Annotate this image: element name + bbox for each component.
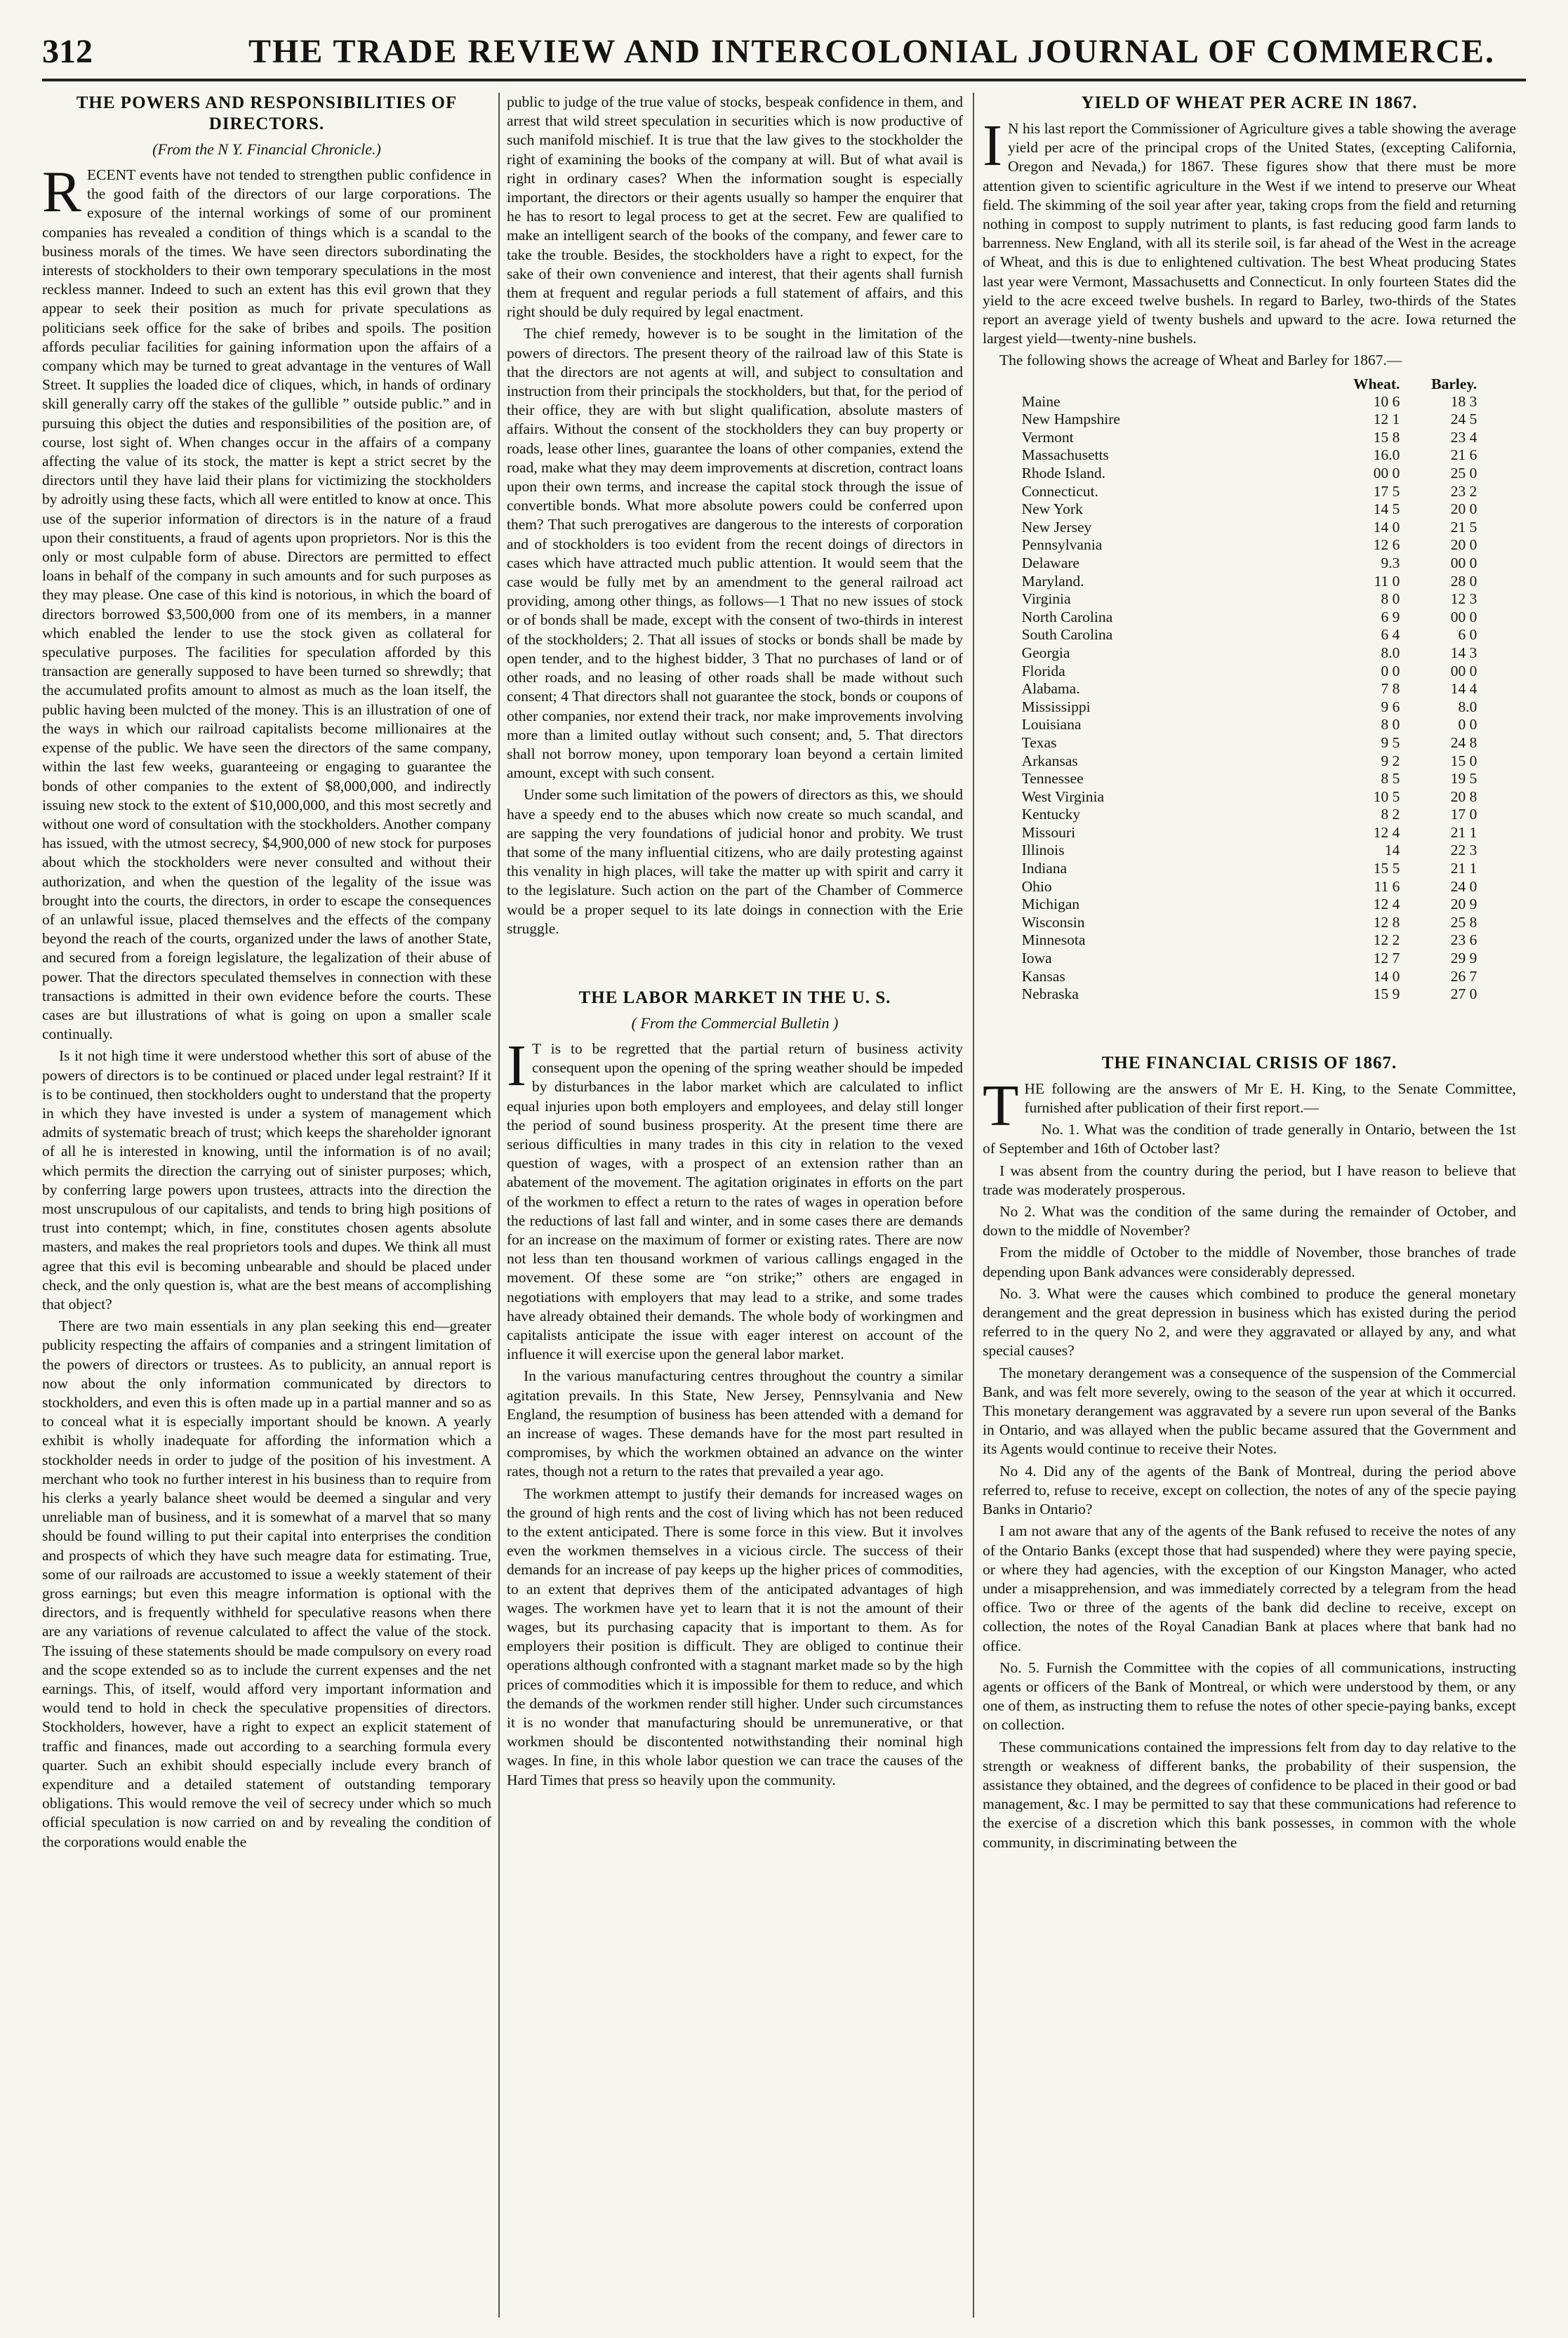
article-paragraph: I am not aware that any of the agents of the Bank refused to receive the notes of any of the Ontario Banks (except those that had suspended) where they were paying specie, or where they had agencies, with the exception of our Kingston Manager, who acted under a misapprehension, and was immediately corrected by a telegram from the head office. Two or three of the agents of the bank did decline to receive, except on collection, the notes of the Royal Canadian Bank at places where that bank had no office.	[983, 1522, 1516, 1654]
article-paragraph: The workmen attempt to justify their demands for increased wages on the ground of high rents and the cost of living which has not been reduced to the extent anticipated. There is some force in this view. But it involves even the workmen themselves in a vicious circle. The success of their demands for an increase of pay keeps up the higher prices of commodities, to an extent that deprives them of the anticipated advantages of high wages. The workmen have yet to learn that it is not the amount of their wages, but its purchasing capacity that is important to them. As for employers their position is difficult. They are obliged to continue their operations although confronted with a stagnant market made so by the high prices of commodities which it is impossible for them to reduce, and which the demands of the workmen render still higher. Under such circumstances it is no wonder that manufacturing should be unremunerative, or that workmen should be discontented notwithstanding their nominal high wages. In fine, in this whole labor question we can trace the causes of the Hard Times that press so heavily upon the community.	[507, 1485, 963, 1788]
table-row	[1015, 716, 1484, 734]
wheat-cell: 10 5	[1373, 788, 1400, 805]
table-row	[1015, 931, 1484, 950]
dropcap: R	[42, 159, 82, 225]
table-header: Barley.	[1431, 375, 1477, 392]
wheat-cell: 9.3	[1381, 554, 1400, 571]
wheat-cell: 14 0	[1373, 518, 1400, 536]
state-cell: New Hampshire	[1021, 411, 1120, 428]
wheat-cell: 00 0	[1373, 465, 1400, 482]
table-row	[1015, 609, 1484, 627]
wheat-cell: 8 2	[1381, 806, 1400, 823]
barley-cell: 26 7	[1450, 967, 1477, 985]
barley-cell: 21 1	[1450, 860, 1477, 877]
state-cell: Texas	[1021, 733, 1057, 751]
barley-cell: 18 3	[1450, 392, 1477, 410]
article-directors-continued	[507, 93, 963, 938]
barley-cell: 12 3	[1450, 590, 1477, 608]
barley-cell: 00 0	[1450, 662, 1477, 679]
state-cell: Alabama.	[1021, 680, 1080, 698]
wheat-cell: 10 6	[1373, 392, 1400, 410]
table-body	[1015, 393, 1484, 1004]
wheat-cell: 12 1	[1373, 411, 1400, 428]
barley-cell: 25 8	[1450, 913, 1477, 931]
state-cell: New Jersey	[1021, 518, 1092, 536]
wheat-cell: 14 5	[1373, 500, 1400, 518]
barley-cell: 21 5	[1450, 518, 1477, 536]
state-cell: Mississippi	[1021, 698, 1091, 715]
article-paragraph: I T is to be regretted that the partial return of business activity consequent upon the opening of the spring weather should be impeded by disturbances in the labor market which are calculated to inflict equal injuries upon both employers and employees, and delay still longer the period of sound business prosperity. At the present time there are serious difficulties in many trades in this city in relation to the vexed question of wages, with a prospect of an extension rather than an abatement of the movement. The agitation originates in efforts on the part of the workmen to effect a return to the rates of wages in operation before the reductions of last fall and winter, and in some cases there are demands for an increase on the maximum of former or existing rates. There are now not less than ten thousand workmen of various callings engaged in the movement. Of these some are “on strike;” others are engaged in negotiations with employers that may lead to a strike, and some trades have already obtained their demands. The whole body of workingmen and capitalists anticipate the issue with eager interest on account of the influence it will exercise upon the general labor market.	[507, 1032, 963, 1363]
article-paragraph: THE following are the answers of Mr E. H. King, to the Senate Committee, furnished after publication of their first report.—	[983, 1072, 1516, 1138]
barley-cell: 24 8	[1450, 733, 1477, 751]
state-cell: Kentucky	[1021, 806, 1081, 823]
wheat-cell: 9 6	[1381, 698, 1400, 715]
barley-cell: 24 0	[1450, 877, 1477, 895]
barley-cell: 24 5	[1450, 411, 1477, 428]
state-cell: Minnesota	[1021, 931, 1086, 949]
wheat-cell: 15 5	[1373, 860, 1400, 877]
article-wheat-yield	[983, 93, 1516, 1004]
barley-cell: 27 0	[1450, 985, 1477, 1003]
wheat-cell: 8 0	[1381, 716, 1400, 733]
page-number: 312	[42, 33, 93, 70]
column-3	[983, 93, 1516, 2318]
state-cell: North Carolina	[1021, 608, 1113, 625]
barley-cell: 14 4	[1450, 680, 1477, 698]
state-cell: Iowa	[1021, 950, 1052, 967]
table-row	[1015, 590, 1484, 609]
wheat-cell: 9 2	[1381, 752, 1400, 769]
table-row	[1015, 626, 1484, 644]
table-row	[1015, 393, 1484, 411]
article-paragraph: These communications contained the impressions felt from day to day relative to the strength or weakness of different banks, the probability of their suspension, the assistance they obtained, and the degrees of confidence to be placed in their good or bad management, &c. I may be permitted to say that these communications had reference to the exercise of a discretion which this bank possesses, in common with the whole community, in discriminating between the	[983, 1738, 1516, 1851]
barley-cell: 6 0	[1458, 626, 1477, 644]
state-cell: Missouri	[1021, 823, 1076, 841]
article-source: (From the N Y. Financial Chronicle.)	[152, 140, 381, 158]
column-2	[507, 93, 963, 2318]
barley-cell: 20 8	[1450, 788, 1477, 805]
article-source: ( From the Commercial Bulletin )	[631, 1014, 839, 1032]
article-paragraph: No. 1. What was the condition of trade generally in Ontario, between the 1st of September and 16th of October last?	[983, 1121, 1516, 1157]
wheat-cell: 0 0	[1381, 662, 1400, 679]
barley-cell: 28 0	[1450, 572, 1477, 590]
barley-cell: 25 0	[1450, 465, 1477, 482]
table-row	[1015, 446, 1484, 465]
state-cell: Rhode Island.	[1021, 465, 1106, 482]
article-financial-crisis	[983, 1053, 1516, 1852]
table-row	[1015, 536, 1484, 554]
article-paragraph: The chief remedy, however is to be sought in the limitation of the powers of directors. The present theory of the railroad law of this State is that the directors are not agents at will, and subject to consultation and instruction from their principals the stockholders, but that, for the period of their office, they are with but slight qualification, absolute masters of affairs. Without the consent of the stockholders they can buy property or roads, lease other lines, guarantee the loans of other companies, extend the road, make what they may deem improvements at discretion, contract loans upon their own terms, and increase the capital stock through the issue of convertible bonds. What more absolute powers could be conferred upon them? That such prerogatives are dangerous to the interests of corporation and of stockholders is too evident from the recent doings of directors in cases which have attracted much public attention. It would seem that the case would be fully met by an amendment to the general railroad act providing, among other things, as follows—1 That no new issues of stock or of bonds shall be made, except with the consent of two-thirds in interest of the stockholders; 2. That all issues of stocks or bonds shall be made by open tender, and to the highest bidder, 3 That no purchases of land or of other roads, and no leasing of other roads shall be made without such consent; 4 That directors shall not guarantee the stock, bonds or coupons of other companies, nor extend their track, nor make improvements involving more than a limited outlay without such consent; and, 5. That directors shall not borrow money, upon temporary loan beyond a certain limited amount, except with such consent.	[507, 325, 963, 782]
yield-table	[1015, 375, 1484, 1004]
article-paragraph: No 4. Did any of the agents of the Bank of Montreal, during the period above referred to, refuse to receive, except on collection, the notes of any of the specie paying Banks in Ontario?	[983, 1462, 1516, 1518]
wheat-cell: 14	[1384, 842, 1400, 859]
barley-cell: 0 0	[1458, 716, 1477, 733]
wheat-cell: 8 0	[1381, 590, 1400, 608]
state-cell: Illinois	[1021, 842, 1065, 859]
column-rule	[498, 93, 500, 2318]
barley-cell: 14 3	[1450, 644, 1477, 661]
table-row	[1015, 752, 1484, 771]
table-header: Wheat.	[1353, 375, 1400, 392]
table-row	[1015, 465, 1484, 483]
table-row	[1015, 878, 1484, 896]
table-row	[1015, 500, 1484, 519]
wheat-cell: 15 9	[1373, 985, 1400, 1003]
barley-cell: 8.0	[1458, 698, 1477, 715]
wheat-cell: 17 5	[1373, 482, 1400, 500]
state-cell: Maine	[1021, 392, 1061, 410]
state-cell: Arkansas	[1021, 752, 1078, 769]
state-cell: Pennsylvania	[1021, 536, 1103, 554]
article-paragraph: The following shows the acreage of Wheat and Barley for 1867.—	[999, 352, 1402, 369]
barley-cell: 23 6	[1450, 931, 1477, 949]
state-cell: Nebraska	[1021, 985, 1079, 1003]
wheat-cell: 16.0	[1373, 446, 1400, 464]
state-cell: Massachusetts	[1021, 446, 1109, 464]
table-row	[1015, 914, 1484, 932]
table-row	[1015, 554, 1484, 573]
running-head: THE TRADE REVIEW AND INTERCOLONIAL JOURNAL OF COMMERCE.	[248, 33, 1495, 70]
table-row	[1015, 788, 1484, 806]
wheat-cell: 6 4	[1381, 626, 1400, 644]
state-cell: West Virginia	[1021, 788, 1105, 805]
wheat-cell: 12 6	[1373, 536, 1400, 554]
column-1	[42, 93, 491, 2318]
dropcap: I	[983, 113, 1002, 178]
state-cell: Kansas	[1021, 967, 1065, 985]
article-paragraph: The monetary derangement was a consequence of the suspension of the Commercial Bank, and was felt more severely, owing to the season of the year at which it occurred. This monetary derangement was aggravated by a severe run upon several of the Banks in Ontario, and was allayed when the public became assured that the Government and its Agents would continue to receive their Notes.	[983, 1364, 1516, 1458]
state-cell: Wisconsin	[1021, 913, 1085, 931]
wheat-cell: 8 5	[1381, 770, 1400, 788]
dropcap: I	[507, 1032, 526, 1098]
table-row	[1015, 896, 1484, 914]
table-header	[1015, 375, 1330, 393]
article-paragraph: RECENT events have not tended to strengthen public confidence in the good faith of the directors of our large corporations. The exposure of the internal workings of some of our prominent companies has revealed a condition of things which is a scandal to the business morals of the times. We have seen directors subordinating the interests of stockholders to their own temporary speculations in the most reckless manner. Indeed to such an extent has this evil grown that they appear to seek their position as much for private speculations as politicians seek office for the sake of bribes and spoils. The position affords peculiar facilities for gaining information upon the affairs of a company which may be turned to great advantage in the ventures of Wall Street. It supplies the loaded dice of cliques, which, in hands of ordinary skill generally carry off the stakes of the gullible ” outside public.” and in pursuing this object the duties and responsibilities of the position are, of course, lost sight of. When changes occur in the affairs of a company affecting the value of its stock, the matter is kept a strict secret by the directors until they have laid their plans for victimizing the stockholders by adroitly using these facts, which all were entitled to know at once. This use of the superior information of directors is in the nature of a fraud upon their constituents, a fraud of agents upon proprietors. Nor is this the only or most culpable form of abuse. Directors are permitted to effect loans in behalf of the company in such amounts and for such purposes as they may please. One case of this kind is notorious, in which the board of directors borrowed $3,500,000 from one of its members, in a manner which enabled the lender to use the stock given as collateral for speculative purposes. The facilities for speculation afforded by this transaction are generally supposed to have been turned so shrewdly; that the accumulated profits amount to almost as much as the loan itself, the public having been mulcted of the money. This is an illustration of one of the ways in which our railroad capitalists become millionaires at the expense of the public. We have seen the directors of the same company, within the last few weeks, guaranteeing or engaging to guarantee the bonds of other companies to the extent of $8,000,000, and indirectly issuing new stock to the extent of $10,000,000, and this most secretly and without one word of consultation with the stockholders. Another company has issued, with the utmost secrecy, $4,900,000 of new stock for purposes about which the stockholders were never consulted and without their authorization, and when the question of the legality of the issue was brought into the courts, the directors, in order to escape the consequences of an unlawful issue, placed themselves and the effects of the company beyond the reach of the courts, organized under the laws of another State, and secured from a foreign legislature, the legalization of their abuse of power. That the directors speculated themselves in connection with these transactions is admitted in their own evidence before the courts. These cases are but illustrations of what is going on upon a smaller scale continually.	[42, 159, 491, 1043]
article-paragraph: From the middle of October to the middle of November, those branches of trade depending upon Bank advances were considerably depressed.	[983, 1244, 1516, 1280]
article-paragraph: In the various manufacturing centres throughout the country a similar agitation prevails. In this State, New Jersey, Pennsylvania and New England, the resumption of business has been attended with a demand for an increase of wages. These demands have for the most part resulted in compromises, by which the workmen obtained an advance on the winter rates, though not a return to the rates that prevailed a year ago.	[507, 1367, 963, 1480]
wheat-cell: 15 8	[1373, 428, 1400, 446]
article-paragraph: I was absent from the country during the period, but I have reason to believe that trade was moderately prosperous.	[983, 1162, 1516, 1198]
barley-cell: 19 5	[1450, 770, 1477, 788]
table-row	[1015, 663, 1484, 681]
table-row	[1015, 824, 1484, 842]
wheat-cell: 11 6	[1374, 877, 1400, 895]
table-row	[1015, 411, 1484, 429]
barley-cell: 20 9	[1450, 896, 1477, 913]
wheat-cell: 9 5	[1381, 733, 1400, 751]
wheat-cell: 12 4	[1373, 823, 1400, 841]
column-rule	[973, 93, 974, 2318]
barley-cell: 00 0	[1450, 554, 1477, 571]
wheat-cell: 12 2	[1373, 931, 1400, 949]
wheat-cell: 11 0	[1374, 572, 1400, 590]
wheat-cell: 7 8	[1381, 680, 1400, 698]
state-cell: Vermont	[1021, 428, 1074, 446]
article-paragraph: public to judge of the true value of stocks, bespeak confidence in them, and arrest that wild street speculation in securities which is now productive of such manifold mischief. It is true that the law gives to the stockholder the right of examining the books of the company at will. But of what avail is right in ordinary cases? When the information sought is especially important, the directors or their agents usually so hamper the enquirer that he has to resort to legal process to get at the secret. Few are qualified to make an intelligent search of the books of the company, and fewer care to take the trouble. Besides, the stockholders have a right to expect, for the sake of their own convenience and interest, that their agents shall furnish them at frequent and regular periods a full statement of affairs, and this right should be duly required by legal enactment.	[507, 93, 963, 321]
table-row	[1015, 734, 1484, 752]
table-header-row	[1015, 375, 1484, 393]
table-row	[1015, 770, 1484, 788]
barley-cell: 17 0	[1450, 806, 1477, 823]
table-row	[1015, 573, 1484, 591]
article-labor-market	[507, 988, 963, 1790]
wheat-cell: 6 9	[1381, 608, 1400, 625]
article-paragraph: Is it not high time it were understood whether this sort of abuse of the powers of directors is to be continued or placed under legal restraint? If it is to be continued, then stockholders ought to understand that the property in which they have invested is under a system of management which admits of systematic breach of trust; which keeps the shareholder ignorant of all he is interested in knowing, until the information is of no avail; which permits the direction the carrying out of sinister purposes; which, by conferring large powers upon trustees, attracts into the direction the most unscrupulous of our capitalists, and tends to bring high positions of trust into contempt; which, in fine, constitutes chosen agents absolute masters, and makes the real proprietors tools and dupes. We think all must agree that this evil is becoming unbearable and should be placed under check, and the only question is, what are the best means of accomplishing that object?	[42, 1047, 491, 1313]
state-cell: Delaware	[1021, 554, 1079, 571]
table-row	[1015, 968, 1484, 986]
article-paragraph: Under some such limitation of the powers of directors as this, we should have a speedy end to the abuses which now create so much scandal, and are sapping the very foundations of judicial honor and probity. We trust that some of the many influential citizens, who are daily protesting against this venality in high places, will take the matter up with spirit and carry it to the legislature. Such action on the part of the Chamber of Commerce would be a proper sequel to its late doings in connection with the Erie struggle.	[507, 786, 963, 937]
article-paragraph: No. 3. What were the causes which combined to produce the general monetary derangement and the great depression in business which has existed during the period referred to in the query No 2, and were they aggravated or allayed by any, and what special causes?	[983, 1284, 1516, 1360]
state-cell: Tennessee	[1021, 770, 1084, 788]
article-title: THE FINANCIAL CRISIS OF 1867.	[1101, 1053, 1397, 1072]
state-cell: Michigan	[1021, 896, 1079, 913]
barley-cell: 21 6	[1450, 446, 1477, 464]
state-cell: Louisiana	[1021, 716, 1082, 733]
table-row	[1015, 644, 1484, 663]
wheat-cell: 14 0	[1373, 967, 1400, 985]
table-row	[1015, 985, 1484, 1004]
barley-cell: 23 4	[1450, 428, 1477, 446]
table-row	[1015, 483, 1484, 501]
article-paragraph: There are two main essentials in any plan seeking this end—greater publicity respecting the affairs of companies and a stringent limitation of the powers of directors or trustees. As to publicity, an annual report is now about the only information communicated by directors to stockholders, and even this is often made up in a partial manner and so as to conceal what it is especially important should be known. A yearly exhibit is wholly inadequate for affording the information which a stockholder needs in order to judge of the position of his investment. A merchant who took no further interest in his business than to require from his clerks a yearly balance sheet would be deemed a singular and very unreliable man of business, and it is somewhat of a marvel that so many should be found willing to put their capital into enterprises the condition and prospects of which they have such meagre data for estimating. True, some of our railroads are accustomed to issue a weekly statement of their gross earnings; but even this meagre information is optional with the directors, and is frequently withheld for speculative reasons when there are any variations of revenue calculated to affect the value of the stock. The issuing of these statements should be made compulsory on every road and the scope extended so as to include the current expenses and the net earnings. This, of itself, would afford very important information and would tend to hold in check the speculative propensities of directors. Stockholders, however, have a right to expect an explicit statement of traffic and finances, made out according to a searching formula every quarter. Such an exhibit should especially include every branch of expenditure and a detailed statement of outstanding temporary obligations. This would remove the veil of secrecy under which so much official speculation is now carried on and by revealing the condition of the corporations would enable the	[42, 1317, 491, 1850]
barley-cell: 20 0	[1450, 536, 1477, 554]
page-header	[42, 27, 1526, 81]
wheat-cell: 12 7	[1373, 950, 1400, 967]
state-cell: Maryland.	[1021, 572, 1084, 590]
state-cell: New York	[1021, 500, 1083, 518]
barley-cell: 00 0	[1450, 608, 1477, 625]
table-row	[1015, 680, 1484, 698]
wheat-cell: 12 8	[1373, 913, 1400, 931]
state-cell: Virginia	[1021, 590, 1071, 608]
table-row	[1015, 698, 1484, 717]
article-title: THE LABOR MARKET IN THE U. S.	[578, 988, 891, 1007]
article-title: YIELD OF WHEAT PER ACRE IN 1867.	[1081, 93, 1418, 112]
state-cell: Georgia	[1021, 644, 1070, 661]
table-row	[1015, 429, 1484, 447]
barley-cell: 29 9	[1450, 950, 1477, 967]
barley-cell: 23 2	[1450, 482, 1477, 500]
table-row	[1015, 806, 1484, 824]
barley-cell: 15 0	[1450, 752, 1477, 769]
wheat-cell: 12 4	[1373, 896, 1400, 913]
article-directors	[42, 93, 491, 1852]
state-cell: Connecticut.	[1021, 482, 1098, 500]
article-title: THE POWERS AND RESPONSIBILITIES OF DIRECTORS.	[76, 93, 458, 133]
barley-cell: 22 3	[1450, 842, 1477, 859]
wheat-cell: 8.0	[1381, 644, 1400, 661]
barley-cell: 20 0	[1450, 500, 1477, 518]
article-paragraph: No 2. What was the condition of the same during the remainder of October, and down to the middle of November?	[983, 1203, 1516, 1240]
table-row	[1015, 519, 1484, 537]
barley-cell: 21 1	[1450, 823, 1477, 841]
state-cell: Ohio	[1021, 877, 1052, 895]
article-paragraph: No. 5. Furnish the Committee with the copies of all communications, instructing agents or officers of the Bank of Montreal, or which were understood by them, or any one of them, as instructing them to refuse the notes of other specie-paying banks, except on collection.	[983, 1659, 1516, 1734]
table-row	[1015, 860, 1484, 878]
state-cell: Indiana	[1021, 860, 1068, 877]
table-row	[1015, 842, 1484, 860]
state-cell: South Carolina	[1021, 626, 1113, 644]
state-cell: Florida	[1021, 662, 1065, 679]
dropcap: T	[983, 1072, 1019, 1138]
table-row	[1015, 950, 1484, 968]
article-paragraph: I N his last report the Commissioner of Agriculture gives a table showing the average yield per acre of the principal crops of the United States, (excepting California, Oregon and Nevada,) for 1867. These figures show that there must be more attention given to scientific agriculture in the West if we intend to preserve our Wheat field. The skimming of the soil year after year, taking crops from the field and returning nothing in compost to supply nutriment to plants, is fast reducing good farm lands to barrenness. New England, with all its sterile soil, is far ahead of the West in the acreage of Wheat, and this is due to enlightened cultivation. The best Wheat producing States last year were Vermont, Massachusetts and Connecticut. In only fourteen States did the yield to the acre exceed twelve bushels. In regard to Barley, two-thirds of the States report an average yield of twenty bushels and upward to the acre. Iowa returned the largest yield—twenty-nine bushels.	[983, 113, 1516, 347]
